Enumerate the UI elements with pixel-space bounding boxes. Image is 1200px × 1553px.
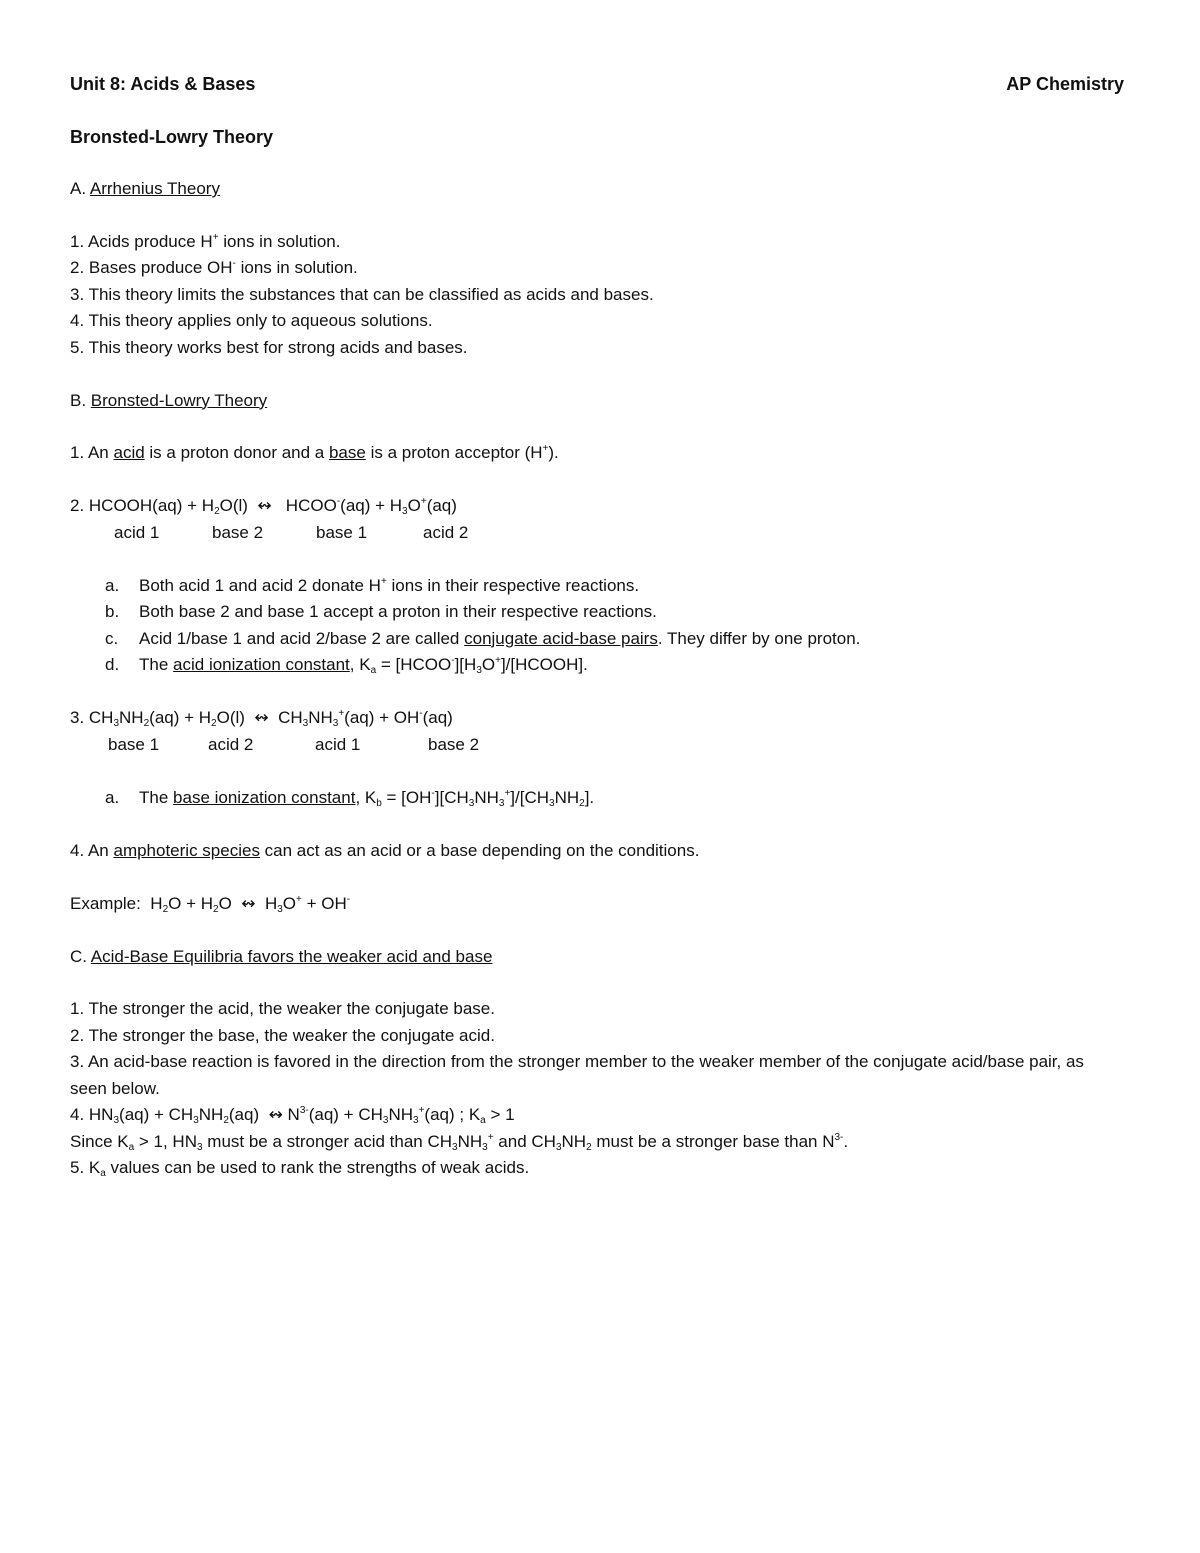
subitem-b: b. Both base 2 and base 1 accept a proton in their respective reactions. xyxy=(105,602,657,621)
subitem-kb: a. The base ionization constant, $K_b = [OH^-][CH_3NH_3^+]/[CH_3NH_2]$. xyxy=(105,787,595,809)
section-a-heading: A. Arrhenius Theory xyxy=(70,179,220,198)
section-b-item-4: 4. An amphoteric species can act as an acid or a base depending on the conditions. xyxy=(70,840,700,860)
label-acid-1: acid 1 xyxy=(114,522,160,542)
equation-methylamine-labels xyxy=(70,732,1124,759)
equation-formic-acid: 2. HCOOH(aq) + $H_2O(l)$ ↭ HCOO-(aq) + $H_3O^+(aq)$ xyxy=(70,496,457,517)
section-a-item-1: 1. Acids produce H+ ions in solution. xyxy=(70,231,341,251)
section-c-item-4: 4. $HN_3(aq) + CH_3NH_2(aq)$ ↭ $N^{3-}(aq) + CH_3NH_3^+(aq)$ ; $K_a > 1$ xyxy=(70,1105,515,1126)
section-b-subitems xyxy=(70,573,1124,679)
section-a-item-2: 2. Bases produce OH- ions in solution. xyxy=(70,258,358,277)
subitem-c: c. Acid 1/base 1 and acid 2/base 2 are called conjugate acid-base pairs. They differ by one proton. xyxy=(105,628,861,648)
label-acid-2: acid 2 xyxy=(208,734,254,754)
section-c-item-3: 3. An acid-base reaction is favored in the direction from the stronger member to the weaker member of the conjugate acid/base pair, as seen below. xyxy=(70,1052,1084,1098)
label-base-1: base 1 xyxy=(108,734,160,754)
section-c-item-2: 2. The stronger the base, the weaker the conjugate acid. xyxy=(70,1025,495,1045)
section-c-since-line: Since $K_a > 1$, $HN_3$ must be a stronger acid than $CH_3NH_3^+$ and $CH_3NH_2$ must be a stronger base than $N^{3-}$. xyxy=(70,1131,849,1153)
example-water-autoionization: Example: $H_2O + H_2O$ ↭ $H_3O^+ + OH^-$ xyxy=(70,893,351,915)
course-title: AP Chemistry xyxy=(1006,74,1124,94)
section-c-item-1: 1. The stronger the acid, the weaker the conjugate base. xyxy=(70,999,495,1018)
section-b-item-1: 1. An acid is a proton donor and a base is a proton acceptor (H+). xyxy=(70,443,559,462)
label-base-1: base 1 xyxy=(316,522,368,542)
unit-title: Unit 8: Acids & Bases xyxy=(70,74,256,94)
label-base-2: base 2 xyxy=(212,522,264,542)
section-a-item-5: 5. This theory works best for strong acids and bases. xyxy=(70,337,468,357)
section-c-item-5: 5. $K_a$ values can be used to rank the strengths of weak acids. xyxy=(70,1158,530,1179)
page-title: Bronsted-Lowry Theory xyxy=(70,126,274,147)
section-a-item-4: 4. This theory applies only to aqueous solutions. xyxy=(70,311,433,330)
equation-formic-labels xyxy=(70,520,1124,547)
section-b-item3-subitems xyxy=(70,785,1124,812)
label-acid-1: acid 1 xyxy=(315,734,361,754)
section-b-heading: B. Bronsted-Lowry Theory xyxy=(70,390,268,410)
label-base-2: base 2 xyxy=(428,734,480,754)
section-a-item-3: 3. This theory limits the substances that can be classified as acids and bases. xyxy=(70,284,654,304)
subitem-d: d. The acid ionization constant, $K_a$ = $[HCOO^-][H_3O^+]/[HCOOH]$. xyxy=(105,655,588,676)
equation-methylamine: 3. $CH_3NH_2(aq) + H_2O(l)$ ↭ $CH_3NH_3^+(aq) + OH^-(aq)$ xyxy=(70,708,453,729)
label-acid-2: acid 2 xyxy=(423,522,469,542)
section-c-heading: C. Acid-Base Equilibria favors the weaker acid and base xyxy=(70,946,493,966)
subitem-a: a. Both acid 1 and acid 2 donate H+ ions in their respective reactions. xyxy=(105,575,640,595)
page-header xyxy=(70,71,1124,98)
